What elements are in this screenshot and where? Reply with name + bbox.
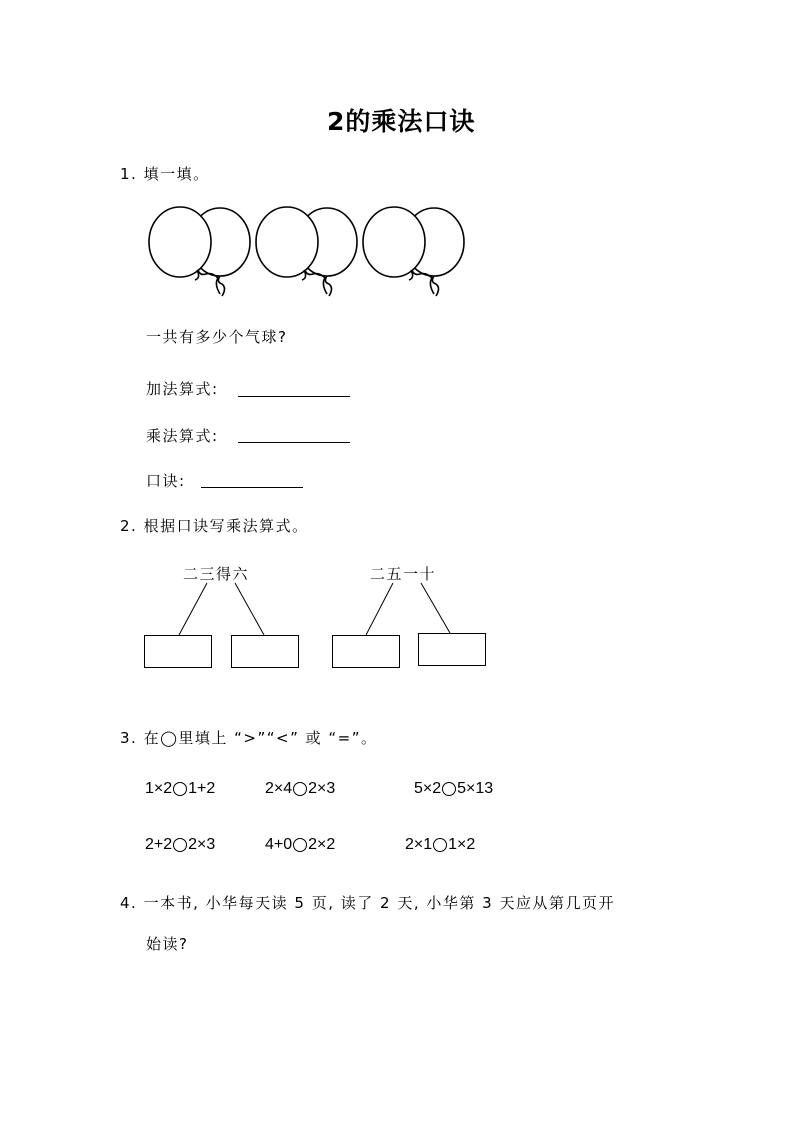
expr-left: 4+0 (265, 836, 293, 853)
answer-box-3[interactable] (332, 635, 400, 668)
expr-right: 2×3 (188, 836, 216, 853)
multiplication-label: 乘法算式: (146, 427, 219, 445)
rhyme-1-right-line (235, 583, 264, 635)
expr-right: 1+2 (188, 780, 216, 797)
compare-expression (265, 836, 335, 854)
expr-left: 2+2 (145, 836, 173, 853)
q1-question: 一共有多少个气球? (146, 328, 288, 346)
rhyme-2-text: 二五一十 (370, 565, 437, 583)
expr-right: 5×13 (457, 780, 494, 797)
q3-prompt: 在◯里填上 “>”“<” 或 “=”。 (143, 729, 378, 747)
q1-number: 1. (120, 165, 138, 183)
answer-box-1[interactable] (144, 635, 212, 668)
compare-circle[interactable] (442, 782, 456, 796)
expr-left: 2×1 (405, 836, 433, 853)
compare-expression (145, 836, 215, 854)
rhyme-2-left-line (366, 583, 393, 635)
q2-prompt: 根据口诀写乘法算式。 (143, 517, 309, 535)
expr-left: 5×2 (414, 780, 442, 797)
expr-left: 2×4 (265, 780, 293, 797)
answer-box-4[interactable] (418, 633, 486, 666)
compare-circle[interactable] (293, 838, 307, 852)
expr-left: 1×2 (145, 780, 173, 797)
compare-expression (265, 780, 335, 798)
compare-expression (145, 780, 215, 798)
compare-circle[interactable] (293, 782, 307, 796)
rhyme-label: 口诀: (146, 472, 186, 490)
compare-circle[interactable] (173, 838, 187, 852)
q4-number: 4. (120, 894, 138, 912)
rhyme-1-left-line (179, 583, 207, 635)
rhyme-2-right-line (421, 583, 450, 633)
compare-expression (405, 836, 475, 854)
expr-right: 2×2 (308, 836, 336, 853)
q1-prompt: 填一填。 (143, 165, 210, 183)
compare-circle[interactable] (433, 838, 447, 852)
q3-header (120, 727, 378, 748)
q3-number: 3. (120, 729, 138, 747)
q4-line-1: 一本书, 小华每天读 5 页, 读了 2 天, 小华第 3 天应从第几页开 (143, 894, 615, 912)
q4-line-2: 始读? (146, 935, 189, 953)
addition-label: 加法算式: (146, 380, 219, 398)
expr-right: 2×3 (308, 780, 336, 797)
q4-header (120, 892, 615, 913)
rhyme-1-text: 二三得六 (183, 565, 250, 583)
compare-expression (414, 780, 493, 798)
page-title: 2的乘法口诀 (327, 107, 476, 136)
answer-box-2[interactable] (231, 635, 299, 668)
expr-right: 1×2 (448, 836, 476, 853)
q2-number: 2. (120, 517, 138, 535)
compare-circle[interactable] (173, 782, 187, 796)
